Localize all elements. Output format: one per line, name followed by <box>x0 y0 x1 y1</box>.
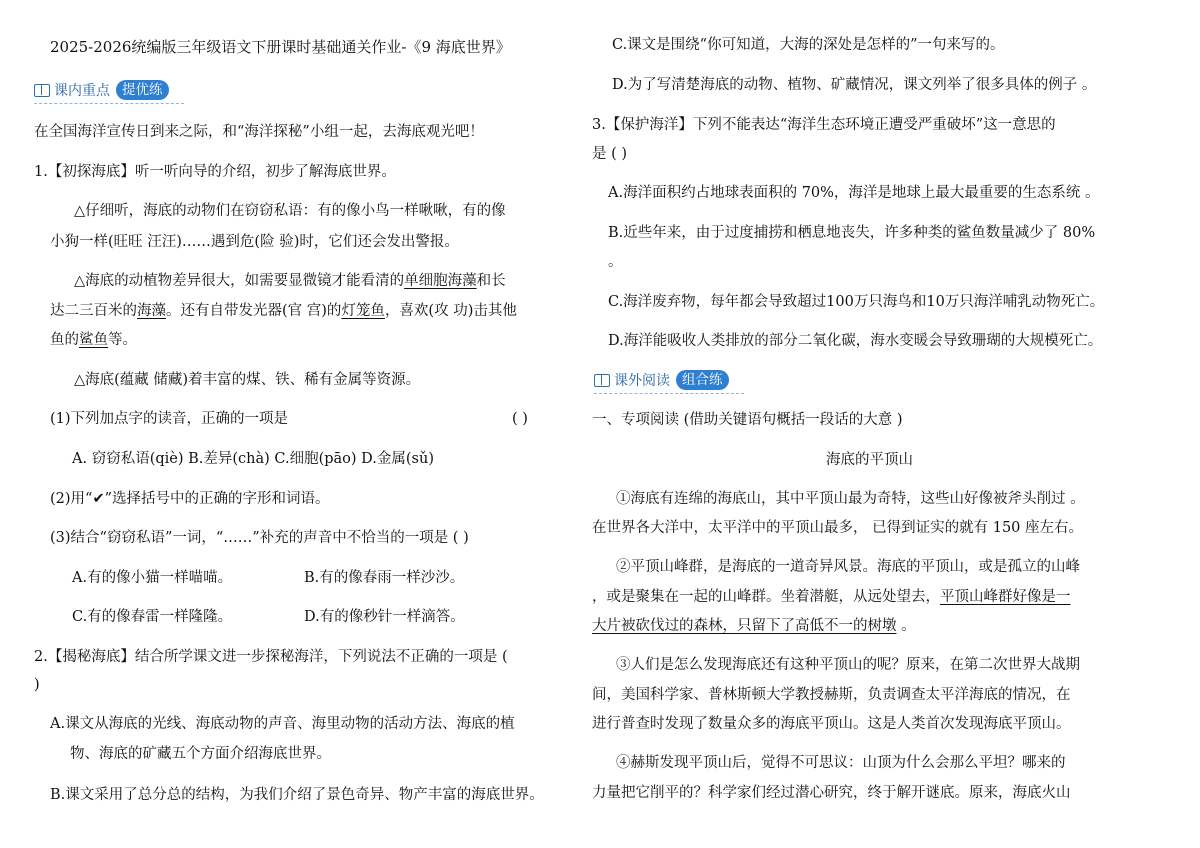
underlined-sentence: 大片被砍伐过的森林，只留下了高低不一的树墩 <box>592 618 897 634</box>
passage-3: △海底(蕴藏 储藏)着丰富的煤、铁、稀有金属等资源。 <box>74 372 421 388</box>
question-1-3-option-d: D.有的像秒针一样滴答。 <box>304 609 465 625</box>
reading-para-4-line-1: ④赫斯发现平顶山后，觉得不可思议：山顶为什么会那么平坦？哪来的 <box>616 755 1066 771</box>
intro-text: 在全国海洋宣传日到来之际，和“海洋探秘”小组一起，去海底观光吧！ <box>34 124 484 140</box>
reading-para-1-line-1: ①海底有连绵的海底山，其中平顶山最为奇特，这些山好像被斧头削过 。 <box>616 491 1085 507</box>
reading-heading: 一、专项阅读 (借助关键语句概括一段话的大意 ) <box>592 412 903 428</box>
text-segment: ，或是聚集在一起的山峰群。坐着潜艇，从远处望去， <box>592 589 940 605</box>
passage-2-line-3 <box>50 330 137 350</box>
passage-2-line-2 <box>50 301 517 321</box>
reading-para-2-line-1: ②平顶山峰群，是海底的一道奇异风景。海底的平顶山，或是孤立的山峰 <box>616 559 1080 575</box>
section-label: 课内重点 <box>54 83 110 99</box>
underlined-word: 海藻 <box>137 303 166 319</box>
question-1-heading: 1.【初探海底】听一听向导的介绍，初步了解海底世界。 <box>34 164 396 180</box>
reading-para-2-line-3 <box>592 616 916 636</box>
text-segment: 。 <box>896 618 916 634</box>
text-segment: 鱼的 <box>50 332 79 348</box>
text-segment: ，喜欢(攻 功)击其他 <box>384 303 517 319</box>
section-header-extra-reading <box>594 370 729 390</box>
question-3-line-2: 是 ( ) <box>592 146 628 162</box>
book-icon <box>594 374 610 387</box>
question-1-3: (3)结合“窃窃私语”一词，“……”补充的声音中不恰当的一项是 ( ) <box>50 530 469 546</box>
question-3-option-c: C.海洋废弃物，每年都会导致超过100万只海鸟和10万只海洋哺乳动物死亡。 <box>608 294 1105 310</box>
section-badge: 提优练 <box>116 80 169 100</box>
question-2-option-c: C.课文是围绕“你可知道，大海的深处是怎样的”一句来写的。 <box>612 37 1005 53</box>
underlined-word: 鲨鱼 <box>79 332 108 348</box>
text-segment: 。还有自带发光器(官 宫)的 <box>166 303 342 319</box>
book-icon <box>34 84 50 97</box>
question-3-option-b-line-2: 。 <box>608 254 623 270</box>
reading-para-3-line-2: 间，美国科学家、普林斯顿大学教授赫斯，负责调查太平洋海底的情况，在 <box>592 687 1071 703</box>
question-2-option-d: D.为了写清楚海底的动物、植物、矿藏情况，课文列举了很多具体的例子 。 <box>612 77 1097 93</box>
passage-1-line-1: △仔细听，海底的动物们在窃窃私语：有的像小鸟一样啾啾，有的像 <box>74 203 506 219</box>
question-3-option-d: D.海洋能吸收人类排放的部分二氧化碳，海水变暖会导致珊瑚的大规模死亡。 <box>608 333 1103 349</box>
question-1-3-option-b: B.有的像春雨一样沙沙。 <box>304 570 465 586</box>
underlined-word: 单细胞海藻 <box>404 273 477 289</box>
underlined-sentence: 平顶山峰群好像是一 <box>940 589 1071 605</box>
text-segment: 和长 <box>476 273 506 289</box>
passage-2-line-1 <box>74 271 506 291</box>
text-segment: 等。 <box>108 332 137 348</box>
worksheet-title: 2025-2026统编版三年级语文下册课时基础通关作业-《9 海底世界》 <box>50 38 511 56</box>
question-2-heading: 2.【揭秘海底】结合所学课文进一步探秘海洋，下列说法不正确的一项是 ( <box>34 649 508 665</box>
section-divider <box>34 103 184 105</box>
question-2-option-a-line-1: A.课文从海底的光线、海底动物的声音、海里动物的活动方法、海底的植 <box>50 716 515 732</box>
section-badge: 组合练 <box>676 370 729 390</box>
passage-1-line-2: 小狗一样(旺旺 汪汪)……遇到危(险 验)时，它们还会发出警报。 <box>50 234 459 250</box>
question-2-option-a-line-2: 物、海底的矿藏五个方面介绍海底世界。 <box>70 746 331 762</box>
section-header-in-class <box>34 80 169 100</box>
question-1-2: (2)用“✔”选择括号中的正确的字形和词语。 <box>50 491 330 507</box>
question-2-option-b: B.课文采用了总分总的结构，为我们介绍了景色奇异、物产丰富的海底世界。 <box>50 787 544 803</box>
reading-title: 海底的平顶山 <box>826 452 913 468</box>
question-1-1: (1)下列加点字的读音，正确的一项是 <box>50 411 289 427</box>
question-1-3-option-a: A.有的像小猫一样喵喵。 <box>72 570 233 586</box>
reading-para-1-line-2: 在世界各大洋中，太平洋中的平顶山最多， 已得到证实的就有 150 座左右。 <box>592 520 1084 536</box>
reading-para-2-line-2 <box>592 587 1071 607</box>
section-label: 课外阅读 <box>614 373 670 389</box>
question-1-3-option-c: C.有的像春雷一样隆隆。 <box>72 609 233 625</box>
question-3-option-a: A.海洋面积约占地球表面积的 70%，海洋是地球上最大最重要的生态系统 。 <box>608 185 1100 201</box>
section-divider <box>594 393 744 395</box>
reading-para-3-line-1: ③人们是怎么发现海底还有这种平顶山的呢？原来，在第二次世界大战期 <box>616 657 1080 673</box>
question-2-heading-close: ) <box>34 677 40 693</box>
reading-para-3-line-3: 进行普查时发现了数量众多的海底平顶山。这是人类首次发现海底平顶山。 <box>592 716 1071 732</box>
question-3-option-b-line-1: B.近些年来，由于过度捕捞和栖息地丧失，许多种类的鲨鱼数量减少了 80% <box>608 225 1096 241</box>
question-3-line-1: 3.【保护海洋】下列不能表达“海洋生态环境正遭受严重破坏”这一意思的 <box>592 117 1056 133</box>
text-segment: 达二三百米的 <box>50 303 137 319</box>
text-segment: △海底的动植物差异很大，如需要显微镜才能看清的 <box>74 273 405 289</box>
underlined-word: 灯笼鱼 <box>341 303 385 319</box>
answer-parentheses: ( ) <box>512 411 528 427</box>
reading-para-4-line-2: 力量把它削平的？科学家们经过潜心研究，终于解开谜底。原来，海底火山 <box>592 785 1071 801</box>
question-1-1-options: A. 窃窃私语(qiè) B.差异(chà) C.细胞(pāo) D.金属(sǔ) <box>72 451 434 467</box>
